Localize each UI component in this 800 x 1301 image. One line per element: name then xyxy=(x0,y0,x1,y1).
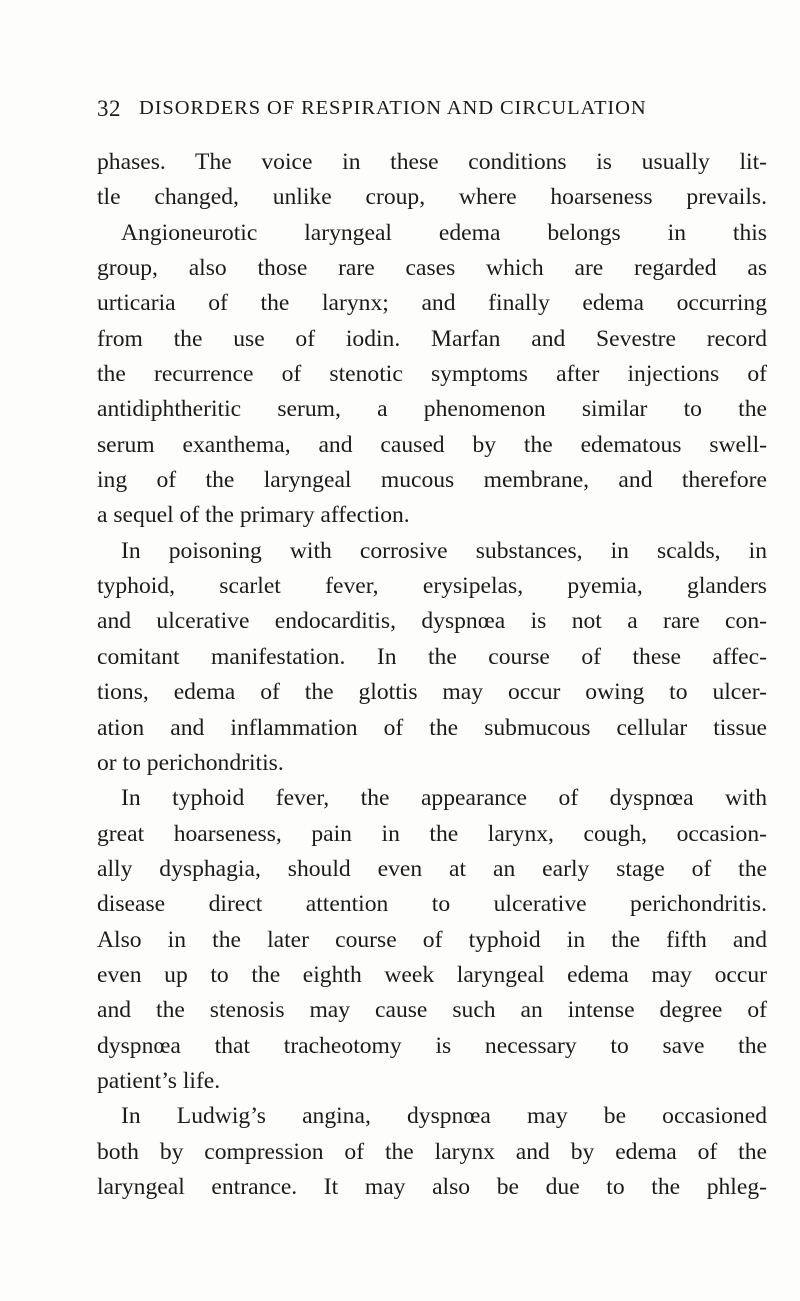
text-line: antidiphtheritic serum, a phenomenon similar to the xyxy=(97,396,767,423)
text-line: ation and inflammation of the submucous cellular tissue xyxy=(97,714,767,741)
text-line: ing of the laryngeal mucous membrane, and therefore xyxy=(97,467,767,494)
text-line: tle changed, unlike croup, where hoarseness prevails. xyxy=(97,184,767,211)
text-line: a sequel of the primary affection. xyxy=(97,502,410,529)
text-line: disease direct attention to ulcerative perichondritis. xyxy=(97,891,767,918)
text-line: phases. The voice in these conditions is usually lit- xyxy=(97,149,767,175)
text-line: Also in the later course of typhoid in the fifth and xyxy=(97,926,767,953)
body-text xyxy=(97,145,767,1205)
text-line: group, also those rare cases which are regarded as xyxy=(97,255,767,282)
text-line: laryngeal entrance. It may also be due to the phleg- xyxy=(97,1173,767,1200)
page-number: 32 xyxy=(97,96,121,121)
text-line: and the stenosis may cause such an intense degree of xyxy=(97,997,767,1024)
text-line: urticaria of the larynx; and finally edema occurring xyxy=(97,290,767,317)
text-line: even up to the eighth week laryngeal edema may occur xyxy=(97,961,767,988)
text-line: the recurrence of stenotic symptoms after injections of xyxy=(97,361,767,388)
text-line: comitant manifestation. In the course of these affec- xyxy=(97,643,767,670)
text-line: and ulcerative endocarditis, dyspnœa is not a rare con- xyxy=(97,608,767,635)
text-line: from the use of iodin. Marfan and Sevestre record xyxy=(97,325,767,352)
text-line: serum exanthema, and caused by the edematous swell- xyxy=(97,431,767,458)
text-line: both by compression of the larynx and by edema of the xyxy=(97,1138,767,1165)
text-line: Angioneurotic laryngeal edema belongs in this xyxy=(121,219,767,246)
text-line: great hoarseness, pain in the larynx, cough, occasion- xyxy=(97,820,767,847)
text-line: In Ludwig’s angina, dyspnœa may be occasioned xyxy=(121,1103,767,1130)
text-line: or to perichondritis. xyxy=(97,749,284,776)
running-head: DISORDERS OF RESPIRATION AND CIRCULATION xyxy=(139,97,647,119)
text-line: dyspnœa that tracheotomy is necessary to save the xyxy=(97,1032,767,1059)
text-line: typhoid, scarlet fever, erysipelas, pyemia, glanders xyxy=(97,573,767,600)
text-line: patient’s life. xyxy=(97,1067,221,1094)
text-line: tions, edema of the glottis may occur owing to ulcer- xyxy=(97,679,767,706)
page-header xyxy=(97,96,777,126)
text-line: In poisoning with corrosive substances, in scalds, in xyxy=(121,537,767,564)
text-line: In typhoid fever, the appearance of dyspnœa with xyxy=(121,785,767,812)
text-line: ally dysphagia, should even at an early stage of the xyxy=(97,855,767,882)
